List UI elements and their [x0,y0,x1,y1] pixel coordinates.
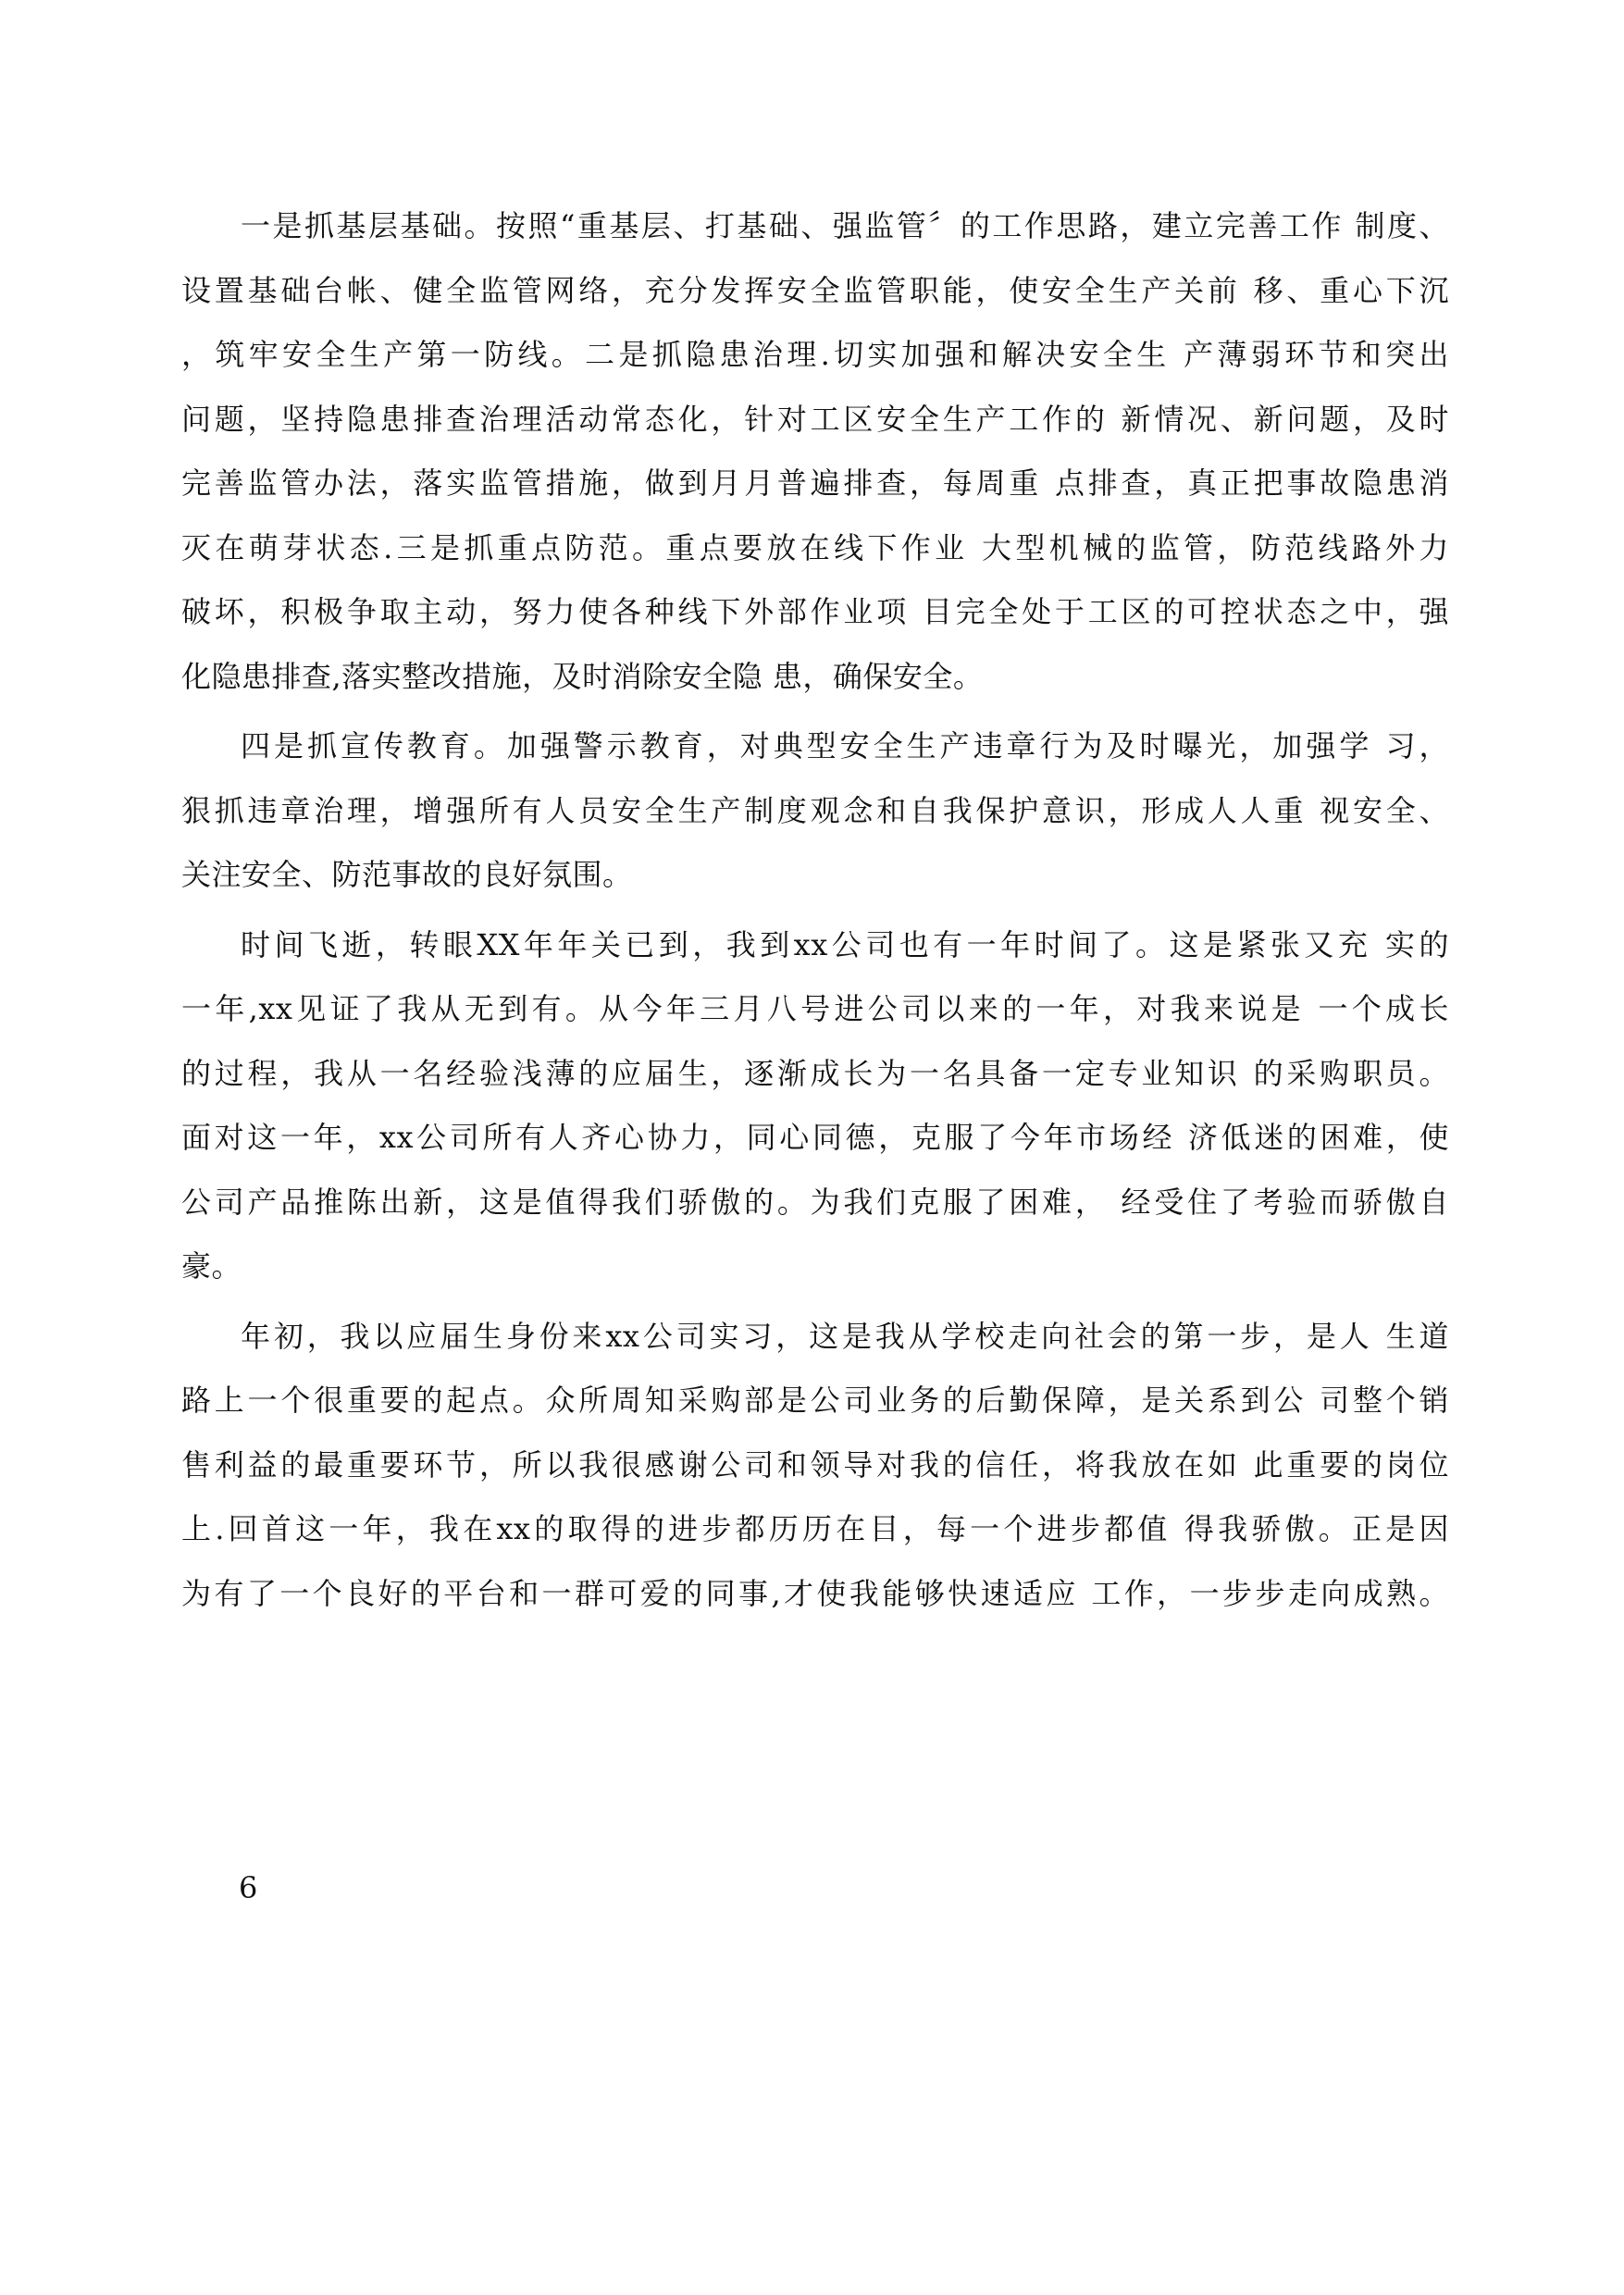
text-line: 年初，我以应届生身份来xx公司实习，这是我从学校走向社会的第一步，是人 生道 [241,1318,1449,1354]
text-line: 一是抓基层基础。按照“重基层、打基础、强监管〞的工作思路，建立完善工作 制度、 [241,208,1449,243]
text-line: 关注安全、防范事故的良好氛围。 [181,857,633,892]
text-line: 狠抓违章治理，增强所有人员安全生产制度观念和自我保护意识，形成人人重 视安全、 [181,792,1449,828]
text-line: 破坏，积极争取主动，努力使各种线下外部作业项 目完全处于工区的可控状态之中，强 [181,594,1449,629]
text-line: 路上一个很重要的起点。众所周知采购部是公司业务的后勤保障，是关系到公 司整个销 [181,1383,1449,1418]
text-line: 售利益的最重要环节，所以我很感谢公司和领导对我的信任，将我放在如 此重要的岗位 [181,1446,1449,1482]
document-body [181,194,1449,1631]
text-line: 灭在萌芽状态.三是抓重点防范。重点要放在线下作业 大型机械的监管，防范线路外力 [181,529,1449,565]
page-number: 6 [239,1870,258,1905]
text-line: 四是抓宣传教育。加强警示教育，对典型安全生产违章行为及时曝光，加强学 习， [241,728,1449,763]
text-line: 设置基础台帐、健全监管网络，充分发挥安全监管职能，使安全生产关前 移、重心下沉 [181,272,1449,308]
text-line: 公司产品推陈出新，这是值得我们骄傲的。为我们克服了困难， 经受住了考验而骄傲自 [181,1184,1449,1220]
text-line: 豪。 [181,1248,242,1284]
text-line: 的过程，我从一名经验浅薄的应届生，逐渐成长为一名具备一定专业知识 的采购职员。 [181,1055,1449,1091]
text-line: 上.回首这一年，我在xx的取得的进步都历历在目，每一个进步都值 得我骄傲。正是因 [181,1511,1449,1546]
text-line: 完善监管办法，落实监管措施，做到月月普遍排查，每周重 点排查，真正把事故隐患消 [181,465,1449,501]
text-line: 一年,xx见证了我从无到有。从今年三月八号进公司以来的一年，对我来说是 一个成长 [181,991,1449,1026]
text-line: 化隐患排查,落实整改措施，及时消除安全隐 患，确保安全。 [181,658,984,694]
text-line: 问题，坚持隐患排查治理活动常态化，针对工区安全生产工作的 新情况、新问题，及时 [181,401,1449,437]
paragraph-4 [181,1305,1449,1627]
text-line: 面对这一年，xx公司所有人齐心协力，同心同德，克服了今年市场经 济低迷的困难，使 [181,1120,1449,1155]
text-line: ，筑牢安全生产第一防线。二是抓隐患治理.切实加强和解决安全生 产薄弱环节和突出 [181,337,1449,372]
paragraph-3 [181,913,1449,1299]
paragraph-1 [181,194,1449,709]
text-line: 为有了一个良好的平台和一群可爱的同事,才使我能够快速适应 工作，一步步走向成熟。 [181,1575,1449,1611]
paragraph-2 [181,714,1449,908]
text-line: 时间飞逝，转眼XX年年关已到，我到xx公司也有一年时间了。这是紧张又充 实的 [241,926,1449,962]
